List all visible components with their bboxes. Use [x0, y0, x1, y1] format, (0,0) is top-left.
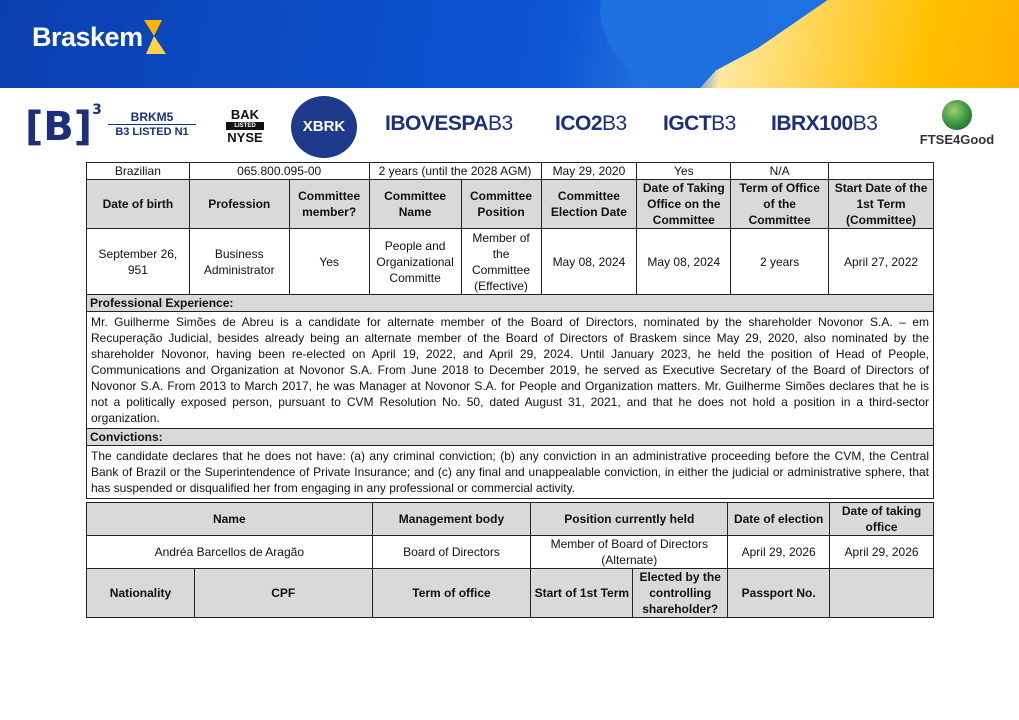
ibrx100-logo: IBRX100B3 — [771, 112, 878, 135]
header-cell: Start of 1st Term — [531, 569, 633, 618]
xbrk-logo: XBRK — [291, 96, 357, 158]
header-cell — [830, 569, 934, 618]
candidate-table — [86, 162, 934, 499]
cpf-cell: 065.800.095-00 — [189, 163, 369, 180]
globe-icon — [942, 100, 972, 130]
header-banner — [0, 0, 1019, 88]
table-header-row — [87, 503, 934, 536]
experience-text: Mr. Guilherme Simões de Abreu is a candidate for alternate member of the Board of Directors, nominated by the shareholder Novonor S.A. – em Recuperação Judicial, besides already being an alternate member of the Board of Directors of Braskem since May 29, 2020, also nominated by the shareholder Novonor, having been re-elected on April 19, 2022, and April 29, 2024. Until January 2023, he held the position of Head of People, Communications and Organization at Novonor S.A. From June 2018 to December 2019, he served as Executive Secretary of the Board of Directors of Novonor S.A. From 2013 to March 2017, he was Manager at Novonor S.A. for People and Organization matters. Mr. Guilherme Simões declares that he is not a politically exposed person, pursuant to CVM Resolution No. 50, dated August 31, 2021, and that he does not hold a position in a third-sector organization. — [87, 312, 934, 429]
header-cell: Committee Election Date — [541, 180, 637, 229]
table-cell: May 08, 2024 — [637, 229, 731, 295]
table-cell: Member of Board of Directors (Alternate) — [531, 536, 728, 569]
header-cell: Committee Position — [461, 180, 541, 229]
brkm5-logo: BRKM5 B3 LISTED N1 — [108, 110, 196, 139]
header-cell: Date of birth — [87, 180, 190, 229]
index-logos-row — [0, 96, 1019, 158]
nationality-cell: Brazilian — [87, 163, 190, 180]
header-cell: Term of Office of the Committee — [731, 180, 829, 229]
ftse4good-logo: FTSE4Good — [918, 100, 996, 147]
paragraph-row — [87, 312, 934, 429]
table-header-row — [87, 180, 934, 229]
header-cell: Elected by the controlling shareholder? — [633, 569, 728, 618]
section-header-row — [87, 295, 934, 312]
table-cell: Business Administrator — [189, 229, 289, 295]
header-cell: Nationality — [87, 569, 195, 618]
table-header-row — [87, 569, 934, 618]
header-cell: Committee Name — [369, 180, 461, 229]
bak-nyse-logo: BAK LISTED NYSE — [227, 107, 263, 145]
experience-label: Professional Experience: — [87, 295, 934, 312]
header-cell: Committee member? — [289, 180, 369, 229]
header-cell: CPF — [194, 569, 372, 618]
header-cell: Profession — [189, 180, 289, 229]
header-cell: Start Date of the 1st Term (Committee) — [829, 180, 934, 229]
b3-logo: $[B]^3$ — [25, 102, 102, 150]
braskem-logo-icon — [140, 18, 168, 56]
blank-cell — [829, 163, 934, 180]
convictions-label: Convictions: — [87, 429, 934, 446]
ico2-logo: ICO2B3 — [555, 112, 627, 135]
term-cell: 2 years (until the 2028 AGM) — [369, 163, 541, 180]
ibovespa-logo: IBOVESPAB3 — [385, 112, 513, 135]
table-cell: Board of Directors — [372, 536, 531, 569]
table-cell: April 29, 2026 — [830, 536, 934, 569]
table-cell: May 08, 2024 — [541, 229, 637, 295]
start-term-cell: May 29, 2020 — [541, 163, 637, 180]
igct-logo: IGCTB3 — [663, 112, 736, 135]
elected-cell: Yes — [637, 163, 731, 180]
table-cell: April 27, 2022 — [829, 229, 934, 295]
table-row — [87, 163, 934, 180]
table-cell: People and Organizational Committe — [369, 229, 461, 295]
convictions-text: The candidate declares that he does not have: (a) any criminal conviction; (b) any conviction in an administrative proceeding before the CVM, the Central Bank of Brazil or the Superintendence of Private Insurance; and (c) any final and unappealable conviction, in either the judicial or administrative sphere, that has suspended or disqualified her from engaging in any professional or commercial activity. — [87, 446, 934, 499]
header-cell: Position currently held — [531, 503, 728, 536]
table-cell: September 26, 951 — [87, 229, 190, 295]
table-cell: Member of the Committee (Effective) — [461, 229, 541, 295]
braskem-logo-text: Braskem — [32, 22, 143, 52]
section-header-row — [87, 429, 934, 446]
table-cell: Yes — [289, 229, 369, 295]
paragraph-row — [87, 446, 934, 499]
header-cell: Date of taking office — [830, 503, 934, 536]
table-row — [87, 229, 934, 295]
passport-cell: N/A — [731, 163, 829, 180]
header-cell: Date of election — [728, 503, 830, 536]
header-cell: Passport No. — [728, 569, 830, 618]
table-cell: April 29, 2026 — [728, 536, 830, 569]
header-cell: Date of Taking Office on the Committee — [637, 180, 731, 229]
table-cell: Andréa Barcellos de Aragão — [87, 536, 373, 569]
table-row — [87, 536, 934, 569]
header-cell: Management body — [372, 503, 531, 536]
header-cell: Name — [87, 503, 373, 536]
table-cell: 2 years — [731, 229, 829, 295]
nominee-table — [86, 502, 934, 618]
header-cell: Term of office — [372, 569, 531, 618]
